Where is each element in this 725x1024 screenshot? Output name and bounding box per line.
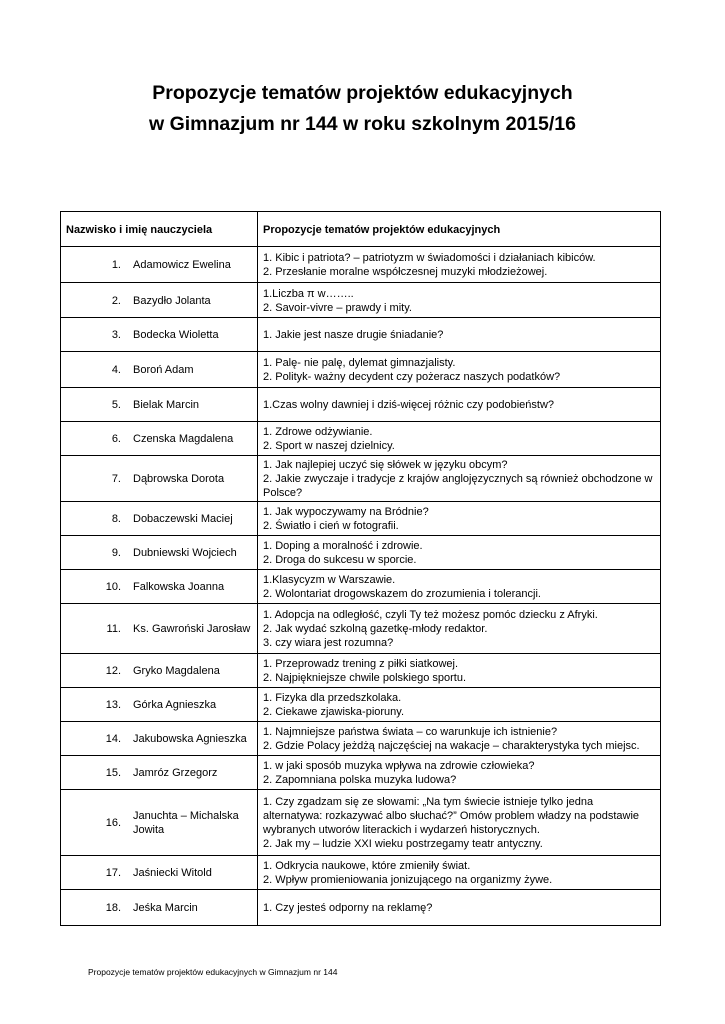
topics-cell: [258, 756, 661, 790]
teacher-name: Jamróz Grzegorz: [133, 767, 218, 779]
topic-item: 1.Klasycyzm w Warszawie.: [263, 574, 396, 586]
teacher-name: Falkowska Joanna: [133, 581, 225, 593]
topic-item: 2. Polityk- ważny decydent czy pożeracz naszych podatków?: [263, 371, 561, 383]
teacher-name: Bazydło Jolanta: [133, 294, 211, 307]
teacher-cell: [61, 856, 258, 890]
teacher-cell: [61, 722, 258, 756]
topic-item: 3. czy wiara jest rozumna?: [263, 637, 394, 649]
topics-cell: [258, 247, 661, 283]
topic-item: 1. Czy jesteś odporny na reklamę?: [263, 902, 433, 914]
topic-item: 2. Przesłanie moralne współczesnej muzyki młodzieżowej.: [263, 266, 548, 278]
topic-item: 1. Doping a moralność i zdrowie.: [263, 540, 423, 552]
teacher-name: Bodecka Wioletta: [133, 329, 219, 341]
topic-item: 1. Jak najlepiej uczyć się słówek w języku obcym?: [263, 459, 508, 471]
teacher-cell: [61, 247, 258, 283]
topic-item: 2. Gdzie Polacy jeżdżą najczęściej na wakacje – charakterystyka tych miejsc.: [263, 740, 640, 752]
table-row: [61, 283, 661, 318]
row-number: 14.: [105, 733, 121, 745]
table-header-row: [61, 212, 661, 247]
teacher-cell: [61, 654, 258, 688]
topics-cell: [258, 388, 661, 422]
teacher-name: Adamowicz Ewelina: [133, 259, 231, 271]
topic-item: 1. Czy zgadzam się ze słowami: „Na tym świecie istnieje tylko jedna alternatywa: rozkazywać albo słuchać?” Omów problem władzy na podstawie wybranych utworów literackich i wydarzeń historycznych.: [263, 796, 640, 836]
table-row: [61, 856, 661, 890]
teacher-name: Dubniewski Wojciech: [133, 547, 237, 559]
table-row: [61, 570, 661, 604]
topic-item: 1. Najmniejsze państwa świata – co warunkuje ich istnienie?: [263, 726, 558, 738]
table-row: [61, 536, 661, 570]
row-number: 15.: [105, 767, 121, 779]
teacher-cell: [61, 422, 258, 456]
teacher-cell: [61, 502, 258, 536]
row-number: 18.: [105, 902, 121, 914]
teacher-name: Jaśniecki Witold: [133, 867, 212, 879]
row-number: 7.: [111, 473, 121, 485]
topic-item: 1. Fizyka dla przedszkolaka.: [263, 692, 402, 704]
table-row: [61, 456, 661, 502]
page-title: [0, 78, 725, 140]
teacher-name: Boroń Adam: [133, 364, 194, 376]
topic-item: 1. Jak wypoczywamy na Bródnie?: [263, 506, 429, 518]
topic-item: 1.Liczba π w……..: [263, 287, 354, 300]
table-row: [61, 722, 661, 756]
row-number: 3.: [111, 329, 121, 341]
table-row: [61, 352, 661, 388]
teacher-name: Januchta – Michalska Jowita: [133, 810, 239, 836]
teacher-name: Górka Agnieszka: [133, 699, 217, 711]
title-line-1: Propozycje tematów projektów edukacyjnych: [152, 82, 573, 104]
topics-cell: [258, 536, 661, 570]
teacher-cell: [61, 283, 258, 318]
row-number: 5.: [111, 399, 121, 411]
teacher-name: Jakubowska Agnieszka: [133, 733, 247, 745]
topic-item: 2. Światło i cień w fotografii.: [263, 520, 399, 532]
teacher-cell: [61, 604, 258, 654]
table-row: [61, 318, 661, 352]
topic-item: 2. Jakie zwyczaje i tradycje z krajów anglojęzycznych są również obchodzone w Polsce?: [263, 473, 653, 499]
teacher-cell: [61, 388, 258, 422]
teacher-name: Dąbrowska Dorota: [133, 473, 225, 485]
topics-cell: [258, 654, 661, 688]
teacher-cell: [61, 456, 258, 502]
teacher-name: Bielak Marcin: [133, 399, 200, 411]
topic-item: 2. Najpiękniejsze chwile polskiego sportu.: [263, 672, 466, 684]
table-row: [61, 654, 661, 688]
table-row: [61, 388, 661, 422]
topic-item: 1. Przeprowadz trening z piłki siatkowej.: [263, 658, 459, 670]
teacher-name: Czenska Magdalena: [133, 433, 234, 445]
topic-item: 2. Jak wydać szkolną gazetkę-młody redaktor.: [263, 623, 488, 635]
teacher-cell: [61, 688, 258, 722]
teacher-name: Jeśka Marcin: [133, 902, 198, 914]
teacher-cell: [61, 352, 258, 388]
topic-item: 2. Savoir-vivre – prawdy i mity.: [263, 301, 412, 314]
row-number: 8.: [111, 513, 121, 525]
header-teacher: Nazwisko i imię nauczyciela: [61, 212, 258, 247]
topics-cell: [258, 318, 661, 352]
topic-item: 2. Zapomniana polska muzyka ludowa?: [263, 774, 457, 786]
row-number: 9.: [111, 547, 121, 559]
topic-item: 1. Kibic i patriota? – patriotyzm w świadomości i działaniach kibiców.: [263, 252, 596, 264]
table-row: [61, 247, 661, 283]
row-number: 2.: [111, 294, 121, 307]
topics-cell: [258, 890, 661, 926]
topics-cell: [258, 502, 661, 536]
topics-cell: [258, 422, 661, 456]
topics-cell: [258, 722, 661, 756]
row-number: 6.: [111, 433, 121, 445]
row-number: 16.: [105, 817, 121, 829]
topic-item: 1. Jakie jest nasze drugie śniadanie?: [263, 329, 444, 341]
topics-cell: [258, 604, 661, 654]
teacher-cell: [61, 536, 258, 570]
topics-cell: [258, 283, 661, 318]
row-number: 11.: [106, 623, 121, 635]
table-row: [61, 604, 661, 654]
page-footer: Propozycje tematów projektów edukacyjnych w Gimnazjum nr 144: [88, 967, 338, 977]
teacher-cell: [61, 756, 258, 790]
topics-cell: [258, 352, 661, 388]
topic-item: 2. Jak my – ludzie XXI wieku postrzegamy teatr antyczny.: [263, 838, 543, 850]
row-number: 10.: [105, 581, 121, 593]
topic-item: 2. Ciekawe zjawiska-pioruny.: [263, 706, 405, 718]
row-number: 12.: [105, 665, 121, 677]
teacher-cell: [61, 318, 258, 352]
topic-item: 2. Wpływ promieniowania jonizującego na organizmy żywe.: [263, 874, 553, 886]
topics-cell: [258, 790, 661, 856]
teacher-cell: [61, 570, 258, 604]
table-row: [61, 790, 661, 856]
title-line-2: w Gimnazjum nr 144 w roku szkolnym 2015/16: [148, 113, 576, 135]
teacher-name: Ks. Gawroński Jarosław: [133, 623, 251, 635]
topics-cell: [258, 688, 661, 722]
topic-item: 1. Odkrycia naukowe, które zmieniły świat.: [263, 860, 471, 872]
topic-item: 1. Adopcja na odległość, czyli Ty też możesz pomóc dziecku z Afryki.: [263, 609, 598, 621]
table-row: [61, 756, 661, 790]
row-number: 17.: [105, 867, 121, 879]
table-row: [61, 688, 661, 722]
topic-item: 1. Zdrowe odżywianie.: [263, 426, 373, 438]
topics-cell: [258, 456, 661, 502]
topic-item: 2. Wolontariat drogowskazem do zrozumienia i tolerancji.: [263, 588, 541, 600]
topic-item: 2. Sport w naszej dzielnicy.: [263, 440, 395, 452]
topics-cell: [258, 856, 661, 890]
table-row: [61, 502, 661, 536]
row-number: 4.: [111, 364, 121, 376]
topic-item: 1. w jaki sposób muzyka wpływa na zdrowie człowieka?: [263, 760, 535, 772]
topic-item: 2. Droga do sukcesu w sporcie.: [263, 554, 417, 566]
teacher-name: Dobaczewski Maciej: [133, 513, 233, 525]
topics-cell: [258, 570, 661, 604]
projects-table: [60, 211, 661, 926]
topic-item: 1. Palę- nie palę, dylemat gimnazjalisty.: [263, 357, 456, 369]
table-row: [61, 890, 661, 926]
row-number: 1.: [111, 259, 121, 271]
teacher-cell: [61, 890, 258, 926]
topic-item: 1.Czas wolny dawniej i dziś-więcej różnic czy podobieństw?: [263, 399, 555, 411]
table-row: [61, 422, 661, 456]
teacher-cell: [61, 790, 258, 856]
row-number: 13.: [105, 699, 121, 711]
teacher-name: Gryko Magdalena: [133, 665, 220, 677]
header-topics: Propozycje tematów projektów edukacyjnych: [258, 212, 661, 247]
